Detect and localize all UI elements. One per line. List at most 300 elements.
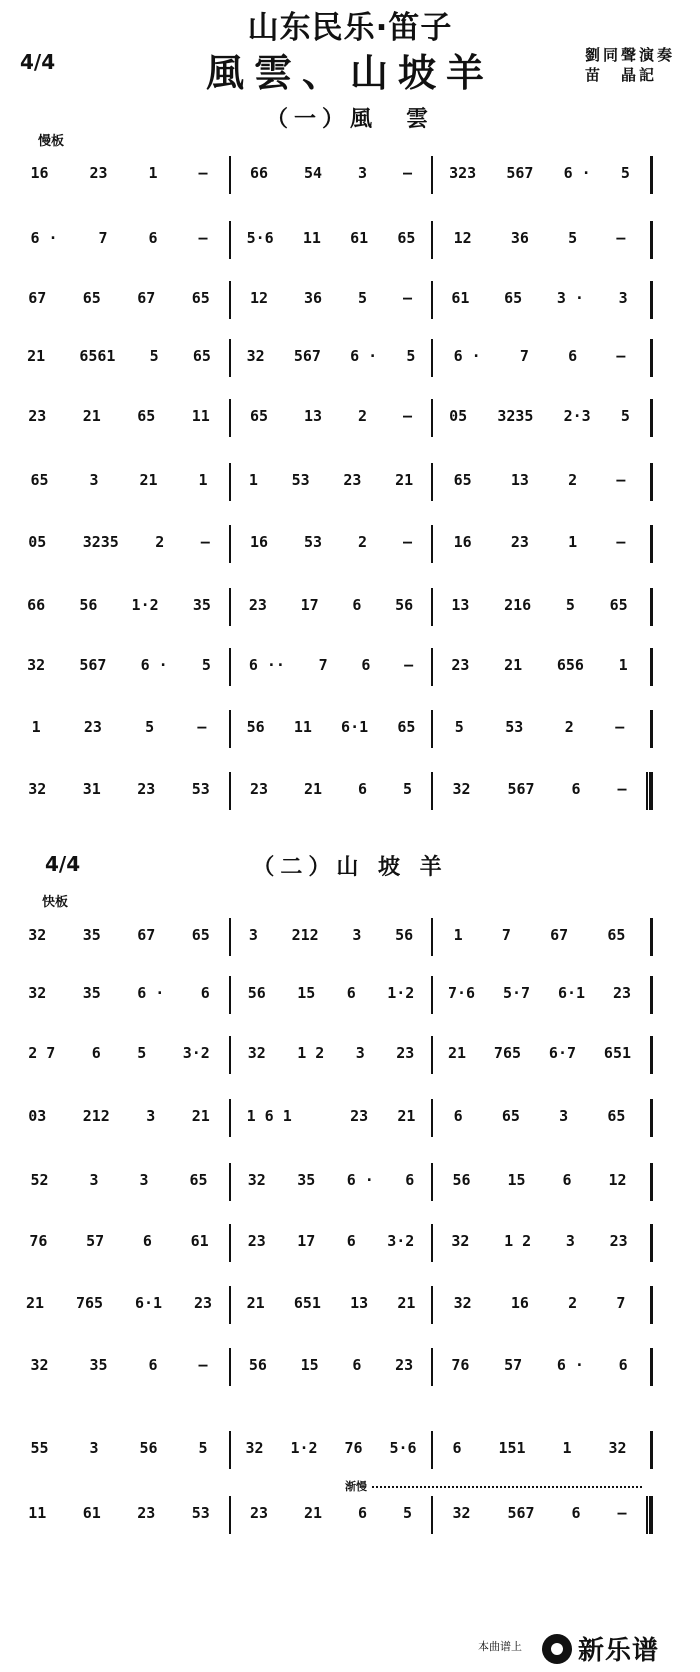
note-group: 3 bbox=[559, 1107, 569, 1125]
note-group: 6 bbox=[352, 596, 362, 614]
note-group: 61 bbox=[350, 229, 369, 247]
note-group: 11 bbox=[302, 229, 321, 247]
measure bbox=[232, 582, 430, 638]
note-group: 32 bbox=[452, 780, 471, 798]
note-group: 11 bbox=[293, 718, 312, 736]
note-group: 32 bbox=[608, 1439, 627, 1457]
measure bbox=[434, 215, 645, 271]
note-group: 3·2 bbox=[182, 1044, 210, 1062]
measure bbox=[434, 150, 645, 206]
note-group: 66 bbox=[249, 164, 269, 182]
bar-line bbox=[431, 710, 433, 748]
bar-line bbox=[229, 1348, 231, 1386]
note-group: 56 bbox=[79, 596, 98, 614]
note-group: 76 bbox=[344, 1439, 363, 1457]
note-group: 1 bbox=[618, 656, 628, 674]
note-group: 5 bbox=[145, 718, 155, 736]
note-group: 21 bbox=[397, 1294, 416, 1312]
measure bbox=[434, 1342, 645, 1398]
bar-line bbox=[431, 281, 433, 319]
bar-line bbox=[431, 1036, 433, 1074]
line-end-bar bbox=[650, 463, 653, 501]
note-group: 651 bbox=[293, 1294, 321, 1312]
note-group: 53 bbox=[303, 533, 323, 551]
measure bbox=[10, 393, 228, 449]
line-end-bar bbox=[650, 1431, 653, 1469]
note-group: 2 bbox=[568, 1294, 578, 1312]
note-group: 656 bbox=[556, 656, 584, 674]
note-group: 5·6 bbox=[246, 229, 274, 247]
bar-line bbox=[431, 1496, 433, 1534]
note-group: 53 bbox=[505, 718, 524, 736]
measure bbox=[232, 1280, 430, 1336]
line-end-bar bbox=[650, 281, 653, 319]
note-group: 567 bbox=[506, 164, 534, 182]
bar-line bbox=[229, 339, 231, 377]
note-group: 23 bbox=[193, 1294, 213, 1312]
bar-line bbox=[229, 1099, 231, 1137]
note-group: 5 bbox=[201, 656, 211, 674]
note-group: 66 bbox=[27, 596, 46, 614]
measure bbox=[232, 1218, 430, 1274]
note-group: 13 bbox=[451, 596, 470, 614]
supertitle: 山东民乐·笛子 bbox=[247, 10, 453, 46]
section-heading-2: （二）山 坡 羊 bbox=[252, 855, 448, 880]
rit-extension-line bbox=[372, 1486, 642, 1488]
note-group: 21 bbox=[504, 656, 523, 674]
note-group: 6 ·· bbox=[248, 656, 285, 674]
note-group: 6 bbox=[562, 1171, 572, 1189]
note-group: 61 bbox=[82, 1504, 101, 1522]
note-group: 6 bbox=[452, 1439, 462, 1457]
bar-line bbox=[431, 1099, 433, 1137]
line-end-bar bbox=[650, 648, 653, 686]
note-group: 6 bbox=[358, 1504, 368, 1522]
note-group: 56 bbox=[248, 1356, 267, 1374]
bar-line bbox=[229, 1163, 231, 1201]
note-group: 3·2 bbox=[387, 1232, 415, 1250]
bar-line bbox=[229, 156, 231, 194]
bar-line bbox=[431, 1163, 433, 1201]
note-group: 32 bbox=[28, 780, 47, 798]
note-group: 23 bbox=[395, 1356, 414, 1374]
note-group: 3 bbox=[352, 926, 362, 944]
note-group: 6 bbox=[358, 780, 368, 798]
bar-line bbox=[431, 156, 433, 194]
note-group: 3235 bbox=[82, 533, 119, 551]
line-end-bar bbox=[650, 1099, 653, 1137]
line-end-bar bbox=[650, 1036, 653, 1074]
note-group: 3 bbox=[355, 1044, 365, 1062]
measure bbox=[232, 1490, 430, 1546]
measure bbox=[232, 1425, 430, 1481]
note-group: 7·6 bbox=[447, 984, 476, 1002]
note-group: 61 bbox=[190, 1232, 209, 1250]
note-group: — bbox=[402, 164, 413, 182]
note-group: 16 bbox=[510, 1294, 529, 1312]
measure bbox=[232, 519, 430, 575]
note-group: 2 bbox=[155, 533, 165, 551]
measure bbox=[10, 766, 228, 822]
note-group: 6 bbox=[571, 780, 581, 798]
measure bbox=[10, 1093, 228, 1149]
bar-line bbox=[431, 1431, 433, 1469]
measure bbox=[10, 1425, 228, 1481]
note-group: 13 bbox=[350, 1294, 369, 1312]
site-logo bbox=[542, 1630, 659, 1667]
note-group: 21 bbox=[303, 1504, 323, 1522]
note-group: 65 bbox=[191, 926, 210, 944]
disc-logo-icon bbox=[542, 1634, 572, 1664]
note-group: 23 bbox=[89, 164, 108, 182]
note-group: 6·7 bbox=[548, 1044, 577, 1062]
note-group: 3 bbox=[89, 471, 99, 489]
bar-line bbox=[431, 648, 433, 686]
note-group: 23 bbox=[612, 984, 632, 1002]
measure bbox=[232, 215, 430, 271]
measure bbox=[10, 215, 228, 271]
note-group: 32 bbox=[28, 984, 47, 1002]
measure bbox=[232, 457, 430, 513]
note-group: — bbox=[198, 1356, 208, 1374]
measure bbox=[10, 1342, 228, 1398]
source-note: 本曲谱上 bbox=[478, 1640, 522, 1653]
note-group: 3 bbox=[146, 1107, 156, 1125]
note-group: 23 bbox=[247, 1232, 266, 1250]
note-group: 3 bbox=[89, 1171, 99, 1189]
note-group: 6 · bbox=[453, 347, 481, 365]
measure bbox=[434, 1490, 645, 1546]
note-group: 3 bbox=[89, 1439, 99, 1457]
note-group: 76 bbox=[29, 1232, 48, 1250]
note-group: 67 bbox=[550, 926, 569, 944]
bar-line bbox=[431, 772, 433, 810]
measure bbox=[232, 1030, 430, 1086]
note-group: — bbox=[198, 229, 208, 247]
note-group: 32 bbox=[247, 1044, 266, 1062]
measure bbox=[10, 457, 228, 513]
measure bbox=[10, 1280, 228, 1336]
note-group: 65 bbox=[397, 229, 416, 247]
note-group: 3 bbox=[139, 1171, 149, 1189]
final-bar-line bbox=[646, 1496, 653, 1534]
note-group: 21 bbox=[191, 1107, 210, 1125]
measure bbox=[232, 1342, 430, 1398]
measure bbox=[232, 970, 430, 1026]
measure bbox=[434, 519, 645, 575]
note-group: 53 bbox=[291, 471, 310, 489]
note-group: 65 bbox=[82, 289, 101, 307]
note-group: 65 bbox=[191, 289, 210, 307]
note-group: 17 bbox=[300, 596, 319, 614]
note-group: 03 bbox=[28, 1107, 47, 1125]
note-group: 23 bbox=[248, 596, 267, 614]
note-group: 32 bbox=[27, 656, 46, 674]
note-group: 32 bbox=[28, 926, 47, 944]
note-group: 6561 bbox=[79, 347, 116, 365]
note-group: 65 bbox=[607, 1107, 626, 1125]
line-end-bar bbox=[650, 156, 653, 194]
bar-line bbox=[431, 918, 433, 956]
measure bbox=[10, 1490, 228, 1546]
measure bbox=[10, 275, 228, 331]
bar-line bbox=[229, 918, 231, 956]
line-end-bar bbox=[650, 1163, 653, 1201]
measure bbox=[434, 457, 645, 513]
bar-line bbox=[229, 976, 231, 1014]
note-group: 21 bbox=[447, 1044, 467, 1062]
note-group: 1 2 bbox=[297, 1044, 325, 1062]
note-group: 5 bbox=[149, 347, 159, 365]
note-group: 16 bbox=[453, 533, 472, 551]
note-group: 6·1 bbox=[557, 984, 586, 1002]
note-group: 6·1 bbox=[134, 1294, 163, 1312]
note-group: 12 bbox=[453, 229, 472, 247]
bar-line bbox=[431, 588, 433, 626]
note-group: — bbox=[616, 229, 626, 247]
bar-line bbox=[229, 525, 231, 563]
note-group: 15 bbox=[507, 1171, 526, 1189]
bar-line bbox=[431, 1348, 433, 1386]
line-end-bar bbox=[650, 339, 653, 377]
tempo-marking-2: 快板 bbox=[42, 895, 69, 910]
note-group: 2 bbox=[568, 471, 578, 489]
note-group: 61 bbox=[451, 289, 470, 307]
note-group: 5 bbox=[454, 718, 464, 736]
note-group: 5 bbox=[620, 407, 630, 425]
note-group: 6 bbox=[361, 656, 371, 674]
measure bbox=[232, 1157, 430, 1213]
measure bbox=[434, 912, 645, 968]
note-group: 1·2 bbox=[131, 596, 159, 614]
note-group: 6 bbox=[453, 1107, 463, 1125]
bar-line bbox=[229, 710, 231, 748]
note-group: 23 bbox=[249, 780, 269, 798]
note-group: 23 bbox=[28, 407, 47, 425]
note-group: 6 bbox=[571, 1504, 581, 1522]
note-group: — bbox=[616, 533, 626, 551]
tempo-marking-1: 慢板 bbox=[38, 134, 65, 149]
note-group: 6 · bbox=[563, 164, 591, 182]
note-group: 53 bbox=[191, 780, 210, 798]
note-group: 6 · bbox=[346, 1171, 374, 1189]
note-group: 6 bbox=[618, 1356, 628, 1374]
note-group: 12 bbox=[249, 289, 269, 307]
note-group: 5 bbox=[565, 596, 575, 614]
bar-line bbox=[229, 221, 231, 259]
measure bbox=[10, 1030, 228, 1086]
measure bbox=[10, 912, 228, 968]
bar-line bbox=[431, 339, 433, 377]
note-group: 651 bbox=[603, 1044, 632, 1062]
note-group: 6 bbox=[346, 984, 356, 1002]
measure bbox=[434, 970, 645, 1026]
note-group: 5 bbox=[620, 164, 630, 182]
note-group: 1 bbox=[568, 533, 578, 551]
note-group: 65 bbox=[501, 1107, 520, 1125]
note-group: 21 bbox=[303, 780, 323, 798]
note-group: 67 bbox=[137, 926, 156, 944]
note-group: 5 bbox=[402, 780, 413, 798]
note-group: — bbox=[200, 533, 210, 551]
note-group: 3 bbox=[565, 1232, 575, 1250]
note-group: 6 bbox=[148, 229, 158, 247]
note-group: 32 bbox=[451, 1232, 470, 1250]
rit-marking: 渐慢 bbox=[345, 1480, 367, 1493]
note-group: 6 · bbox=[556, 1356, 584, 1374]
page-title: 風雲、山坡羊 bbox=[205, 51, 494, 95]
note-group: — bbox=[617, 1504, 627, 1522]
measure bbox=[434, 1030, 645, 1086]
note-group: 15 bbox=[300, 1356, 319, 1374]
bar-line bbox=[229, 1496, 231, 1534]
note-group: 1·2 bbox=[290, 1439, 318, 1457]
note-group: 23 bbox=[249, 1504, 269, 1522]
bar-line bbox=[229, 648, 231, 686]
note-group: 56 bbox=[246, 718, 265, 736]
measure bbox=[10, 519, 228, 575]
note-group: 65 bbox=[137, 407, 156, 425]
note-group: 2 bbox=[358, 407, 368, 425]
note-group: 13 bbox=[510, 471, 529, 489]
measure bbox=[10, 970, 228, 1026]
bar-line bbox=[229, 1224, 231, 1262]
note-group: 23 bbox=[343, 471, 362, 489]
note-group: 65 bbox=[453, 471, 472, 489]
note-group: — bbox=[402, 407, 413, 425]
note-group: 3 bbox=[358, 164, 368, 182]
note-group: 212 bbox=[82, 1107, 110, 1125]
measure bbox=[434, 333, 645, 389]
measure bbox=[232, 912, 430, 968]
line-end-bar bbox=[650, 976, 653, 1014]
note-group: — bbox=[616, 347, 626, 365]
performer-credit: 劉同聲演奏 bbox=[585, 46, 676, 64]
note-group: 32 bbox=[452, 1504, 471, 1522]
note-group: 6 bbox=[91, 1044, 101, 1062]
note-group: — bbox=[402, 533, 413, 551]
note-group: 2·3 bbox=[563, 407, 591, 425]
measure bbox=[434, 704, 645, 760]
note-group: 6 · bbox=[30, 229, 58, 247]
note-group: 65 bbox=[609, 596, 628, 614]
note-group: 1 bbox=[148, 164, 158, 182]
note-group: 5 bbox=[358, 289, 368, 307]
bar-line bbox=[431, 221, 433, 259]
measure bbox=[232, 275, 430, 331]
measure bbox=[232, 1093, 430, 1149]
note-group: 21 bbox=[82, 407, 101, 425]
note-group: 21 bbox=[395, 471, 414, 489]
measure bbox=[434, 275, 645, 331]
note-group: 6 bbox=[200, 984, 210, 1002]
note-group: 567 bbox=[79, 656, 107, 674]
note-group: 36 bbox=[510, 229, 529, 247]
note-group: 57 bbox=[504, 1356, 523, 1374]
measure bbox=[434, 642, 645, 698]
note-group: 13 bbox=[303, 407, 323, 425]
note-group: 216 bbox=[504, 596, 532, 614]
note-group: 76 bbox=[451, 1356, 470, 1374]
measure bbox=[232, 150, 430, 206]
measure bbox=[434, 1218, 645, 1274]
note-group: 2 bbox=[358, 533, 368, 551]
note-group: 1 6 1 bbox=[246, 1107, 292, 1125]
bar-line bbox=[431, 463, 433, 501]
note-group: 56 bbox=[395, 926, 414, 944]
note-group: 16 bbox=[30, 164, 49, 182]
note-group: 1 bbox=[453, 926, 463, 944]
note-group: 1 bbox=[198, 471, 208, 489]
note-group: 6 · bbox=[137, 984, 165, 1002]
note-group: 5 bbox=[402, 1504, 413, 1522]
note-group: 3235 bbox=[497, 407, 534, 425]
note-group: 23 bbox=[350, 1107, 369, 1125]
note-group: — bbox=[402, 289, 413, 307]
note-group: 35 bbox=[297, 1171, 316, 1189]
note-group: 55 bbox=[30, 1439, 49, 1457]
note-group: 6 bbox=[346, 1232, 356, 1250]
time-signature: 4/4 bbox=[20, 50, 56, 74]
bar-line bbox=[229, 399, 231, 437]
note-group: — bbox=[616, 471, 626, 489]
transcriber-credit: 苗 晶記 bbox=[585, 66, 658, 84]
note-group: 53 bbox=[191, 1504, 210, 1522]
measure bbox=[434, 1425, 645, 1481]
measure bbox=[434, 1157, 645, 1213]
note-group: 56 bbox=[395, 596, 414, 614]
measure bbox=[232, 704, 430, 760]
note-group: 16 bbox=[249, 533, 269, 551]
note-group: 35 bbox=[82, 984, 101, 1002]
bar-line bbox=[229, 281, 231, 319]
note-group: 765 bbox=[493, 1044, 522, 1062]
note-group: 1 bbox=[31, 718, 41, 736]
bar-line bbox=[431, 399, 433, 437]
measure bbox=[434, 766, 645, 822]
measure bbox=[434, 1093, 645, 1149]
note-group: 5 bbox=[406, 347, 416, 365]
measure bbox=[10, 333, 228, 389]
bar-line bbox=[229, 1036, 231, 1074]
measure bbox=[232, 642, 430, 698]
measure bbox=[232, 333, 430, 389]
note-group: 65 bbox=[30, 471, 49, 489]
note-group: 32 bbox=[30, 1356, 49, 1374]
measure bbox=[10, 1157, 228, 1213]
line-end-bar bbox=[650, 588, 653, 626]
final-bar-line bbox=[646, 772, 653, 810]
note-group: 65 bbox=[504, 289, 523, 307]
note-group: 7 bbox=[616, 1294, 626, 1312]
note-group: 11 bbox=[28, 1504, 47, 1522]
note-group: 567 bbox=[507, 780, 535, 798]
line-end-bar bbox=[650, 1286, 653, 1324]
note-group: 5·6 bbox=[389, 1439, 417, 1457]
line-end-bar bbox=[650, 525, 653, 563]
note-group: 67 bbox=[137, 289, 156, 307]
note-group: 6 bbox=[352, 1356, 362, 1374]
note-group: 6·1 bbox=[341, 718, 369, 736]
note-group: 12 bbox=[608, 1171, 627, 1189]
note-group: 6 bbox=[405, 1171, 415, 1189]
measure bbox=[434, 1280, 645, 1336]
note-group: 2 bbox=[564, 718, 574, 736]
note-group: 3 bbox=[248, 926, 258, 944]
note-group: 1 bbox=[248, 471, 258, 489]
bar-line bbox=[229, 1431, 231, 1469]
note-group: — bbox=[198, 164, 208, 182]
